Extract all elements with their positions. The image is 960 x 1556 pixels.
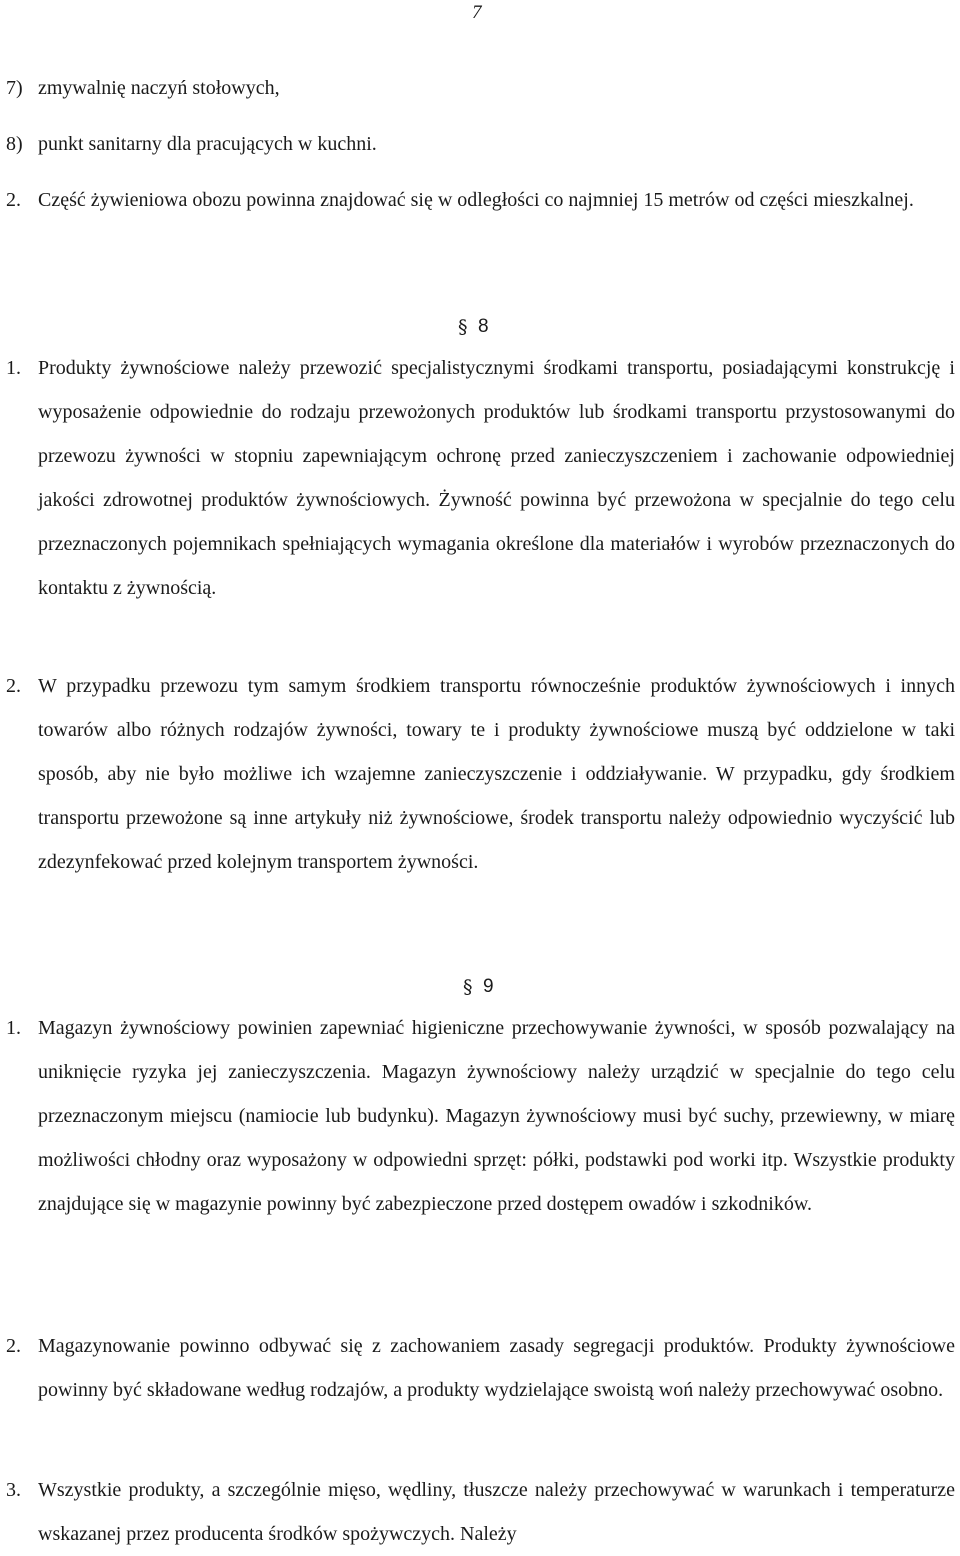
paragraph-number: 2. [6,1335,21,1357]
paragraph-number: 2. [6,189,21,211]
list-item-number: 8) [6,133,23,155]
paragraph-number: 1. [6,357,21,379]
section-number: 8 [478,316,489,337]
paragraph-text: W przypadku przewozu tym samym środkiem transportu równocześnie produktów żywnościowych i innych towarów albo różnych rodzajów żywności, towary te i produkty żywnościowe muszą być oddzielone w taki sposób, aby nie było możliwe ich wzajemne zanieczyszczenie i oddziaływanie. W przypadku, gdy środkiem transportu przewożone są inne artykuły niż żywnościowe, środek transportu należy odpowiednio wyczyścić lub zdezynfekować przed kolejnym transportem żywności. [38,675,955,873]
paragraph-number: 1. [6,1017,21,1039]
paragraph-text: Produkty żywnościowe należy przewozić specjalistycznymi środkami transportu, posiadającymi konstrukcję i wyposażenie odpowiednie do rodzaju przewożonych produktów lub środkami transportu przystosowanymi do przewozu żywności w stopniu zapewniającym ochronę przed zanieczyszczeniem i zachowanie odpowiedniej jakości zdrowotnej produktów żywnościowych. Żywność powinna być przewożona w specjalnie do tego celu przeznaczonych pojemnikach spełniających wymagania określone dla materiałów i wyrobów przeznaczonych do kontaktu z żywnością. [38,357,955,599]
paragraph-text: Magazynowanie powinno odbywać się z zachowaniem zasady segregacji produktów. Produkty żywnościowe powinny być składowane według rodzajów, a produkty wydzielające swoistą woń należy przechowywać osobno. [38,1335,955,1401]
paragraph-text: Magazyn żywnościowy powinien zapewniać higieniczne przechowywanie żywności, w sposób pozwalający na uniknięcie ryzyka jej zanieczyszczenia. Magazyn żywnościowy należy urządzić w specjalnie do tego celu przeznaczonym miejscu (namiocie lub budynku). Magazyn żywnościowy musi być suchy, przewiewny, w miarę możliwości chłodny oraz wyposażony w odpowiedni sprzęt: półki, podstawki pod worki itp. Wszystkie produkty znajdujące się w magazynie powinny być zabezpieczone przed dostępem owadów i szkodników. [38,1017,955,1215]
paragraph-number: 2. [6,675,21,697]
paragraph-text: Wszystkie produkty, a szczególnie mięso, wędliny, tłuszcze należy przechowywać w warunkach i temperaturze wskazanej przez producenta środków spożywczych. Należy [38,1479,955,1545]
section-sign-icon: § [463,976,473,998]
list-item-text: zmywalnię naczyń stołowych, [38,77,280,99]
list-item-text: punkt sanitarny dla pracujących w kuchni. [38,133,377,155]
paragraph-text: Część żywieniowa obozu powinna znajdować się w odległości co najmniej 15 metrów od części mieszkalnej. [38,189,914,211]
page-number: 7 [472,2,482,23]
section-number: 9 [483,976,494,997]
section-sign-icon: § [458,316,468,338]
list-item-number: 7) [6,77,23,99]
paragraph-number: 3. [6,1479,21,1501]
